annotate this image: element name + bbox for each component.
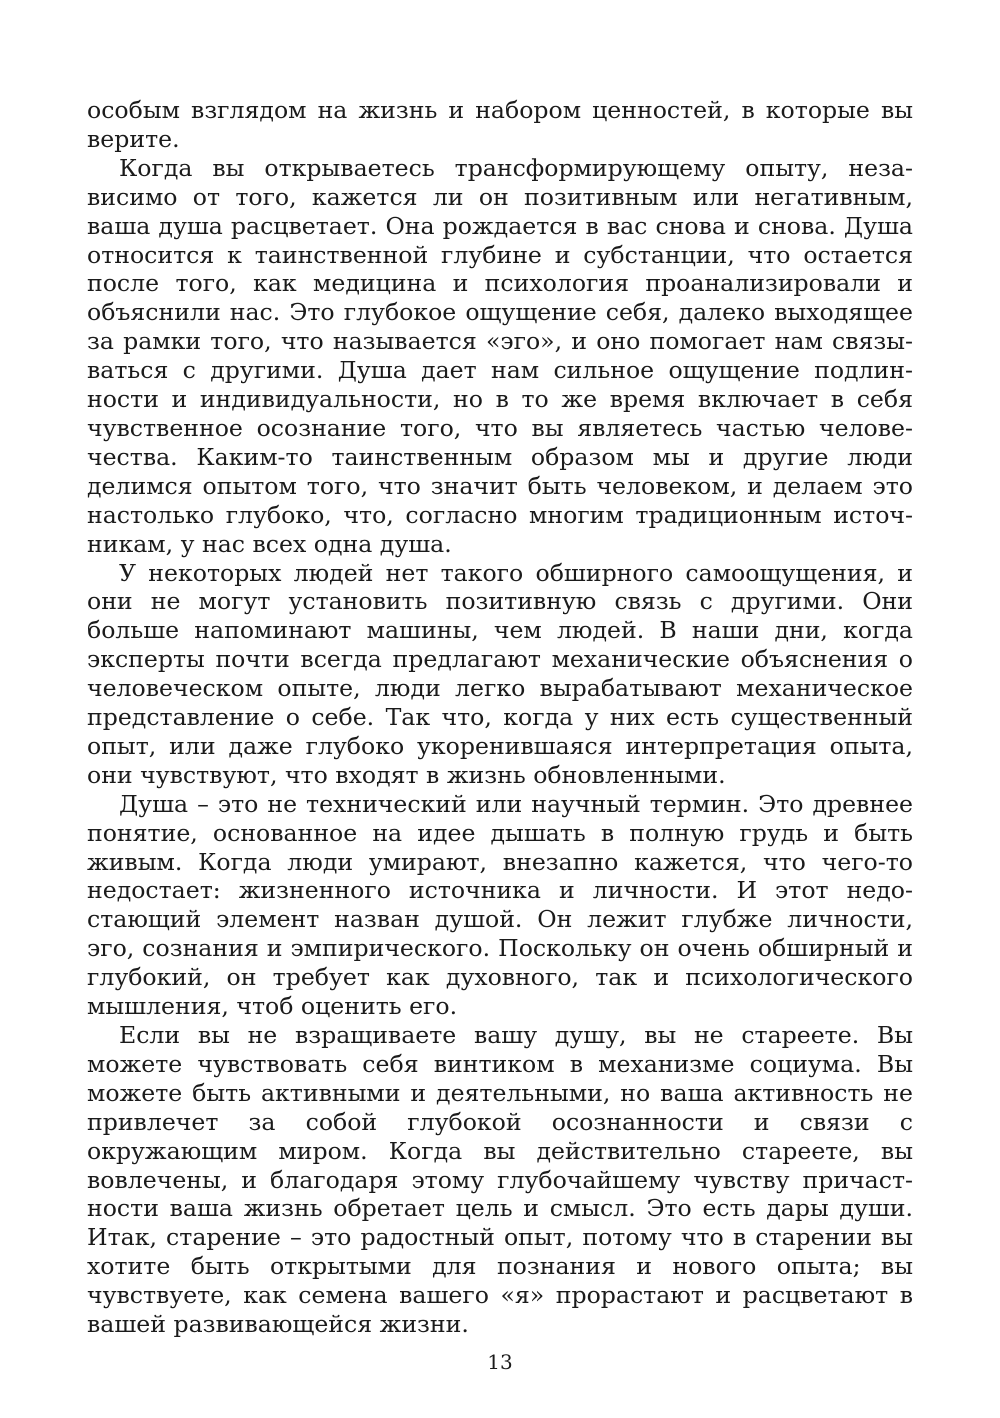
paragraph: Если вы не взращиваете вашу душу, вы не стареете. Вы можете чувствовать себя винтиком в механизме социума. Вы можете быть активными и деятельными, но ваша активность не привлечет за собой глубокой осознанности и связи с окружающим миром. Когда вы действительно стареете, вы вовлечены, и благодаря этому глубочайшему чувству причастности ваша жизнь обретает цель и смысл. Это есть дары души. Итак, старение – это радостный опыт, потому что в старении вы хотите быть открытыми для познания и нового опыта; вы чувствуете, как семена вашего «я» прорастают и расцветают в вашей развивающейся жизни.: [87, 1021, 913, 1339]
paragraph: особым взглядом на жизнь и набором ценностей, в которые вы верите.: [87, 96, 913, 153]
paragraph: Душа – это не технический или научный термин. Это древнее понятие, основанное на идее дышать в полную грудь и быть живым. Когда люди умирают, внезапно кажется, что чего-то недостает: жизненного источника и личности. И этот недостающий элемент назван душой. Он лежит глубже личности, эго, сознания и эмпирического. Поскольку он очень обширный и глубокий, он требует как духовного, так и психологического мышления, чтоб оценить его.: [87, 789, 913, 1021]
page-body: [87, 96, 913, 1339]
paragraph: Когда вы открываетесь трансформирующему опыту, независимо от того, кажется ли он позитивным или негативным, ваша душа расцветает. Она рождается в вас снова и снова. Душа относится к таинственной глубине и субстанции, что остается после того, как медицина и психология проанализировали и объяснили нас. Это глубокое ощущение себя, далеко выходящее за рамки того, что называется «эго», и оно помогает нам связываться с другими. Душа дает нам сильное ощущение подлинности и индивидуальности, но в то же время включает в себя чувственное осознание того, что вы являетесь частью человечества. Каким-то таинственным образом мы и другие люди делимся опытом того, что значит быть человеком, и делаем это настолько глубоко, что, согласно многим традиционным источникам, у нас всех одна душа.: [87, 153, 913, 558]
paragraph: У некоторых людей нет такого обширного самоощущения, и они не могут установить позитивную связь с другими. Они больше напоминают машины, чем людей. В наши дни, когда эксперты почти всегда предлагают механические объяснения о человеческом опыте, люди легко вырабатывают механическое представление о себе. Так что, когда у них есть существенный опыт, или даже глубоко укоренившаяся интерпретация опыта, они чувствуют, что входят в жизнь обновленными.: [87, 558, 913, 789]
page-number: 13: [487, 1350, 513, 1374]
